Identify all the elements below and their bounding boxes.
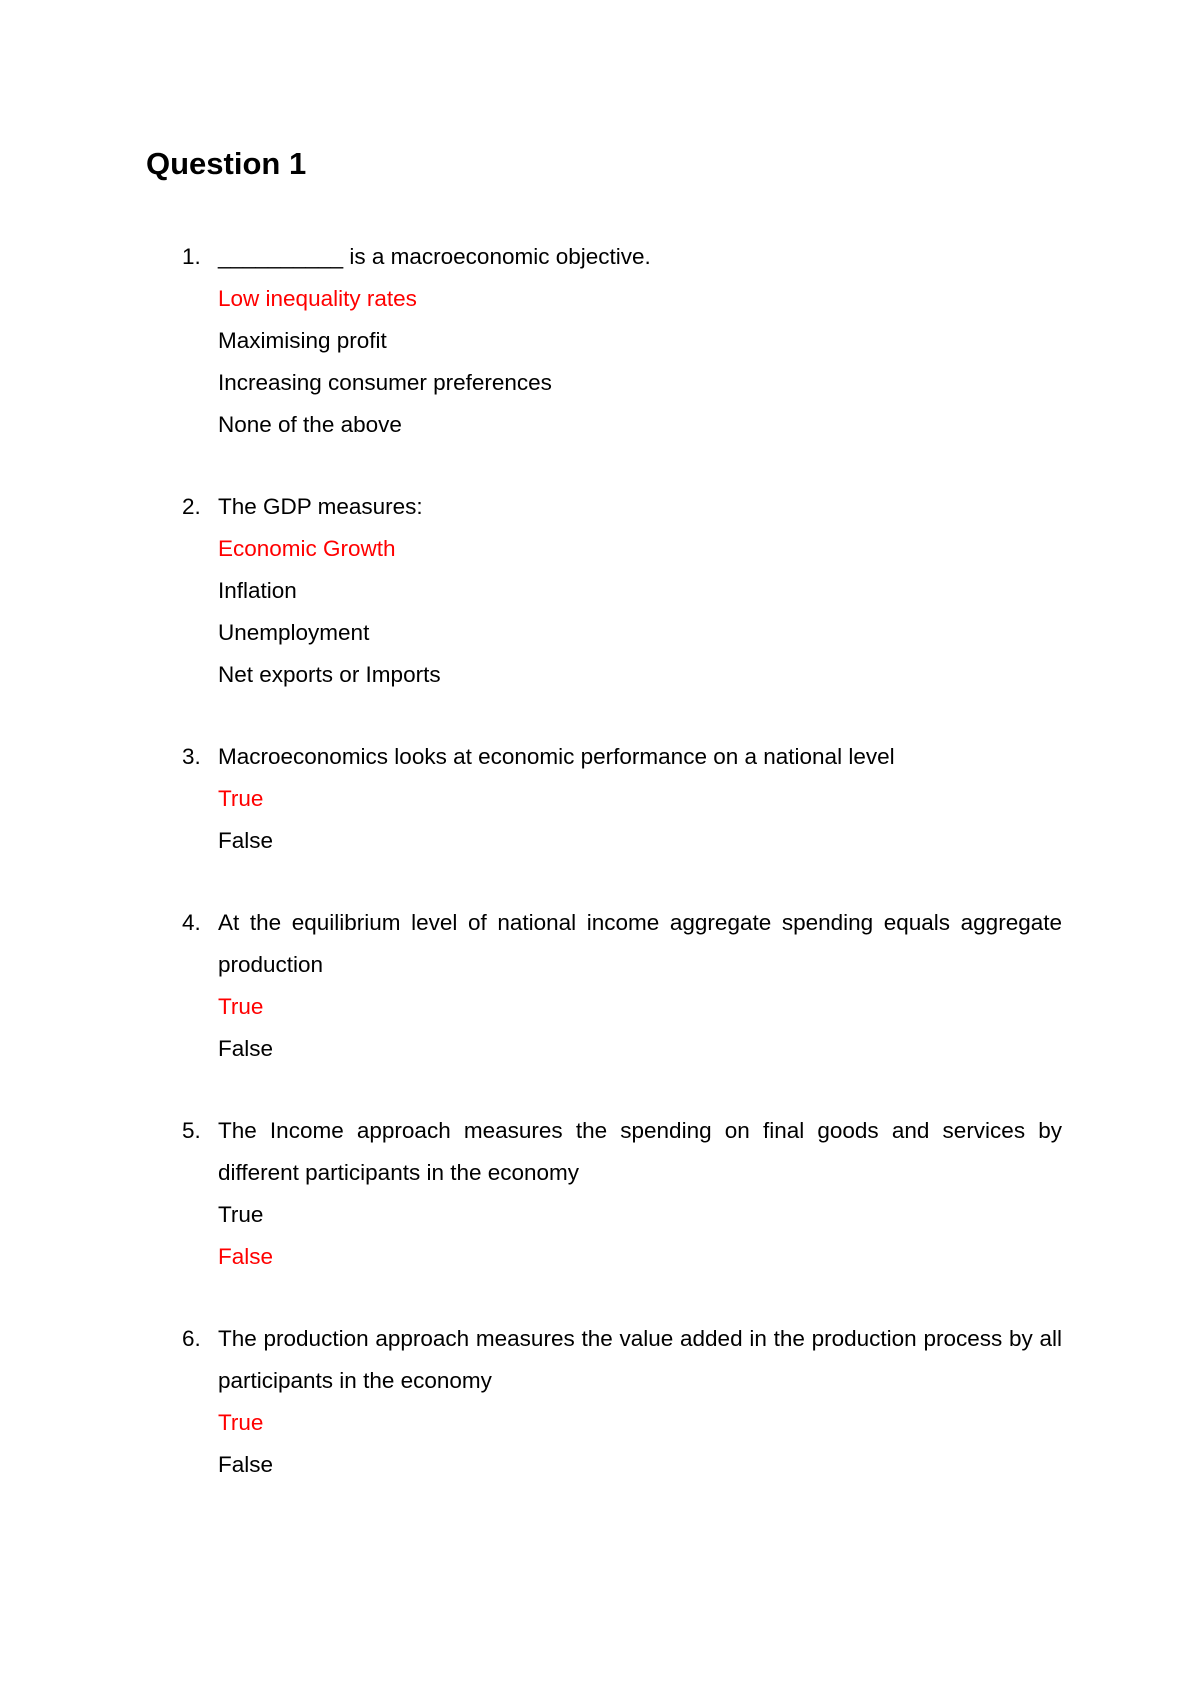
question-number: 1. (182, 244, 201, 269)
question-text: __________ is a macroeconomic objective. (218, 244, 651, 269)
answer-option: False (218, 828, 274, 853)
answer-option: Inflation (218, 578, 297, 603)
question-number: 6. (182, 1326, 201, 1351)
question-text: At the equilibrium level of national income aggregate spending equals aggregate production (218, 910, 1062, 977)
question-item (146, 236, 1062, 446)
correct-answer-option: True (218, 1410, 264, 1435)
question-item (146, 1318, 1062, 1486)
correct-answer-option: Economic Growth (218, 536, 396, 561)
correct-answer-option: True (218, 994, 264, 1019)
answer-option: Unemployment (218, 620, 370, 645)
correct-answer-option: True (218, 786, 264, 811)
question-list (146, 236, 1062, 1526)
answer-option: False (218, 1036, 274, 1061)
question-number: 5. (182, 1118, 201, 1143)
question-number: 3. (182, 744, 201, 769)
correct-answer-option: Low inequality rates (218, 286, 417, 311)
page-title: Question 1 (146, 146, 307, 181)
correct-answer-option: False (218, 1244, 274, 1269)
answer-option: True (218, 1202, 264, 1227)
answer-option: None of the above (218, 412, 402, 437)
question-item (146, 1110, 1062, 1278)
answer-option: Maximising profit (218, 328, 387, 353)
answer-option: Net exports or Imports (218, 662, 441, 687)
question-text: Macroeconomics looks at economic performance on a national level (218, 744, 895, 769)
question-item (146, 486, 1062, 696)
question-number: 2. (182, 494, 201, 519)
question-text: The Income approach measures the spending on final goods and services by different participants in the economy (218, 1118, 1062, 1185)
question-text: The GDP measures: (218, 494, 423, 519)
question-number: 4. (182, 910, 201, 935)
question-item (146, 736, 1062, 862)
answer-option: Increasing consumer preferences (218, 370, 552, 395)
question-text: The production approach measures the value added in the production process by all participants in the economy (218, 1326, 1062, 1393)
question-item (146, 902, 1062, 1070)
answer-option: False (218, 1452, 274, 1477)
